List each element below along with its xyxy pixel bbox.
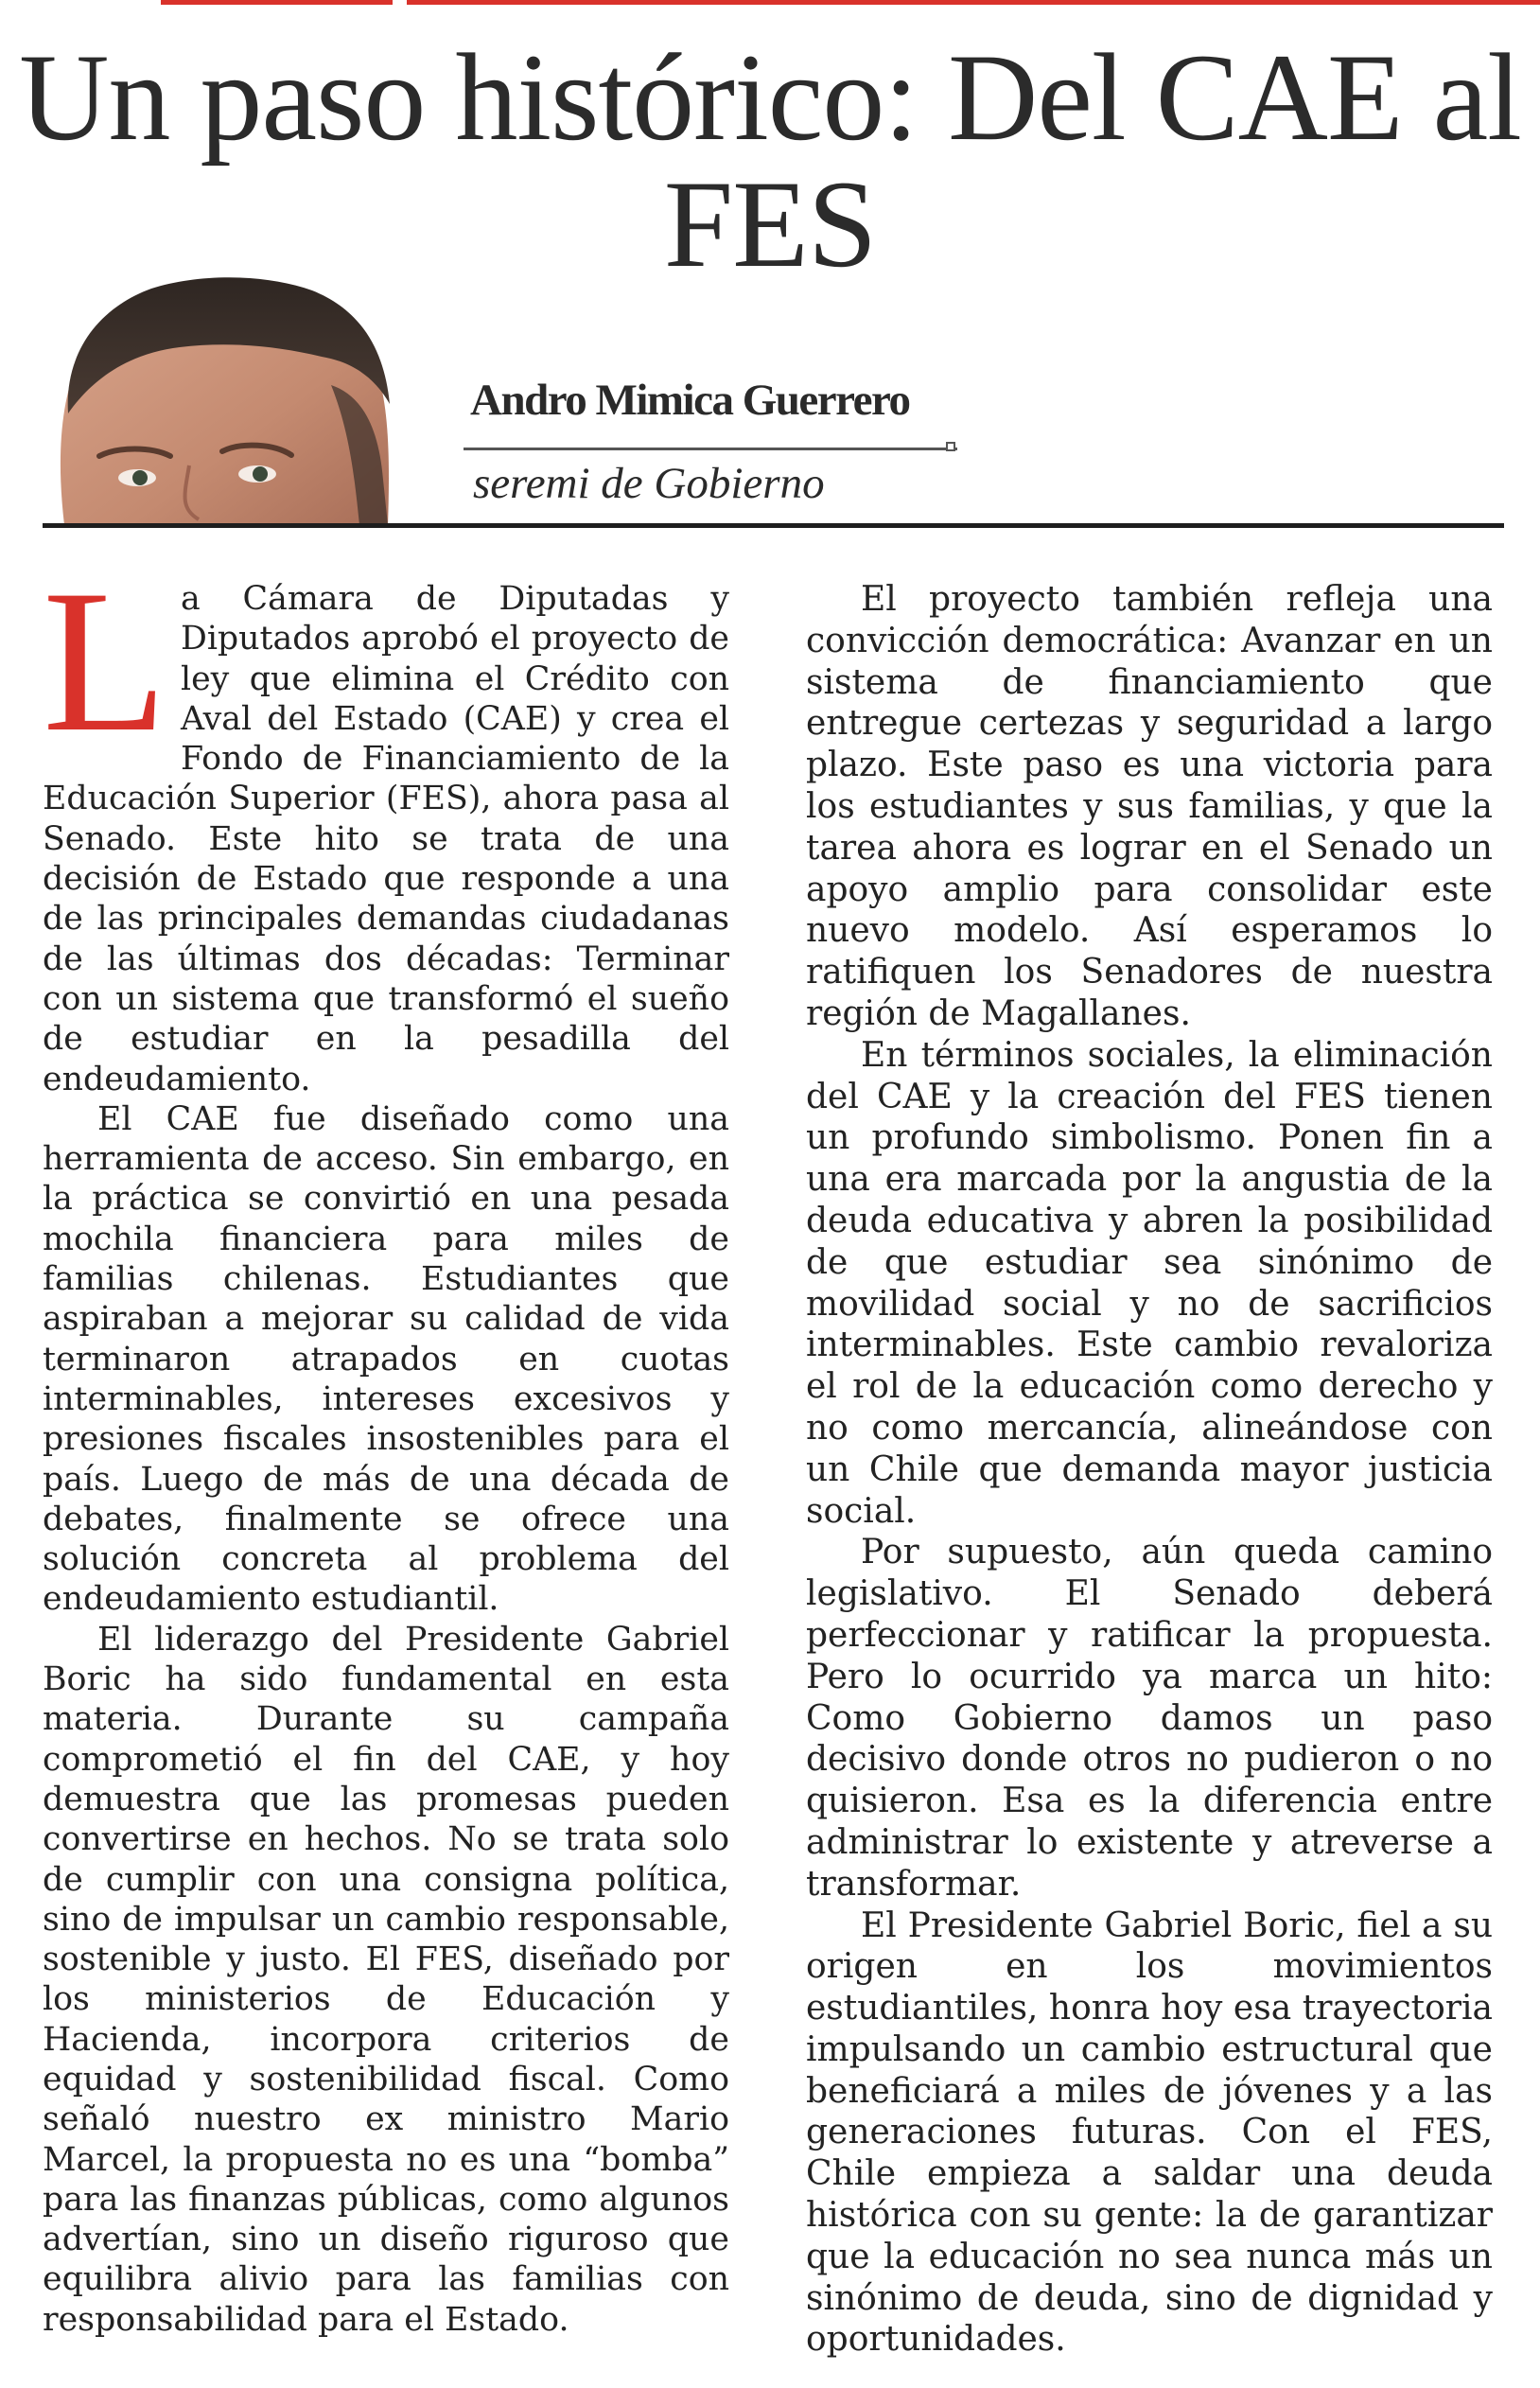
- article-column-right: [806, 579, 1493, 2361]
- author-photo: [47, 272, 393, 525]
- article-column-left: [43, 548, 729, 2340]
- paragraph-3: El liderazgo del Presidente Gabriel Boric ha sido fundamental en esta materia. Durante su campaña comprometió el fin del CAE, y hoy demuestra que las promesas pueden convertirse en hechos. No se trata solo de cumplir con una consigna política, sino de impulsar un cambio responsable, sostenible y justo. El FES, diseñado por los ministerios de Educación y Hacienda, incorpora criterios de equidad y sostenibilidad fiscal. Como señaló nuestro ex ministro Mario Marcel, la propuesta no es una “bomba” para las finanzas públicas, como algunos advertían, sino un diseño riguroso que equilibra alivio para las familias con responsabilidad para el Estado.: [43, 1620, 729, 2339]
- author-portrait-image: [47, 272, 393, 525]
- paragraph-6: Por supuesto, aún queda camino legislativo. El Senado deberá perfeccionar y ratificar la propuesta. Pero lo ocurrido ya marca un hito: Como Gobierno damos un paso decisivo donde otros no pudieron o no quisieron. Esa es la diferencia entre administrar lo existente y atreverse a transformar.: [806, 1533, 1493, 1904]
- top-accent-bar-gap: [393, 0, 407, 6]
- headline: Un paso histórico: Del CAE al FES: [19, 27, 1521, 293]
- paragraph-1-text: a Cámara de Diputadas y Diputados aprobó el proyecto de ley que elimina el Crédito con Aval del Estado (CAE) y crea el Fondo de Financiamiento de la Educación Superior (FES), ahora pasa al Senado. Este hito se trata de una decisión de Estado que responde a una de las principales demandas ciudadanas de las últimas dos décadas: Terminar con un sistema que transformó el sueño de estudiar en la pesadilla del endeudamiento.: [43, 580, 729, 1098]
- paragraph-5: En términos sociales, la eliminación del CAE y la creación del FES tienen un profundo simbolismo. Ponen fin a una era marcada por la angustia de la deuda educativa y abren la posibilidad de que estudiar sea sinónimo de movilidad social y no de sacrificios interminables. Este cambio revaloriza el rol de la educación como derecho y no como mercancía, alineándose con un Chile que demanda mayor justicia social.: [806, 1035, 1493, 1531]
- paragraph-7: El Presidente Gabriel Boric, fiel a su origen en los movimientos estudiantiles, honra hoy esa trayectoria impulsando un cambio estructural que beneficiará a miles de jóvenes y a las generaciones futuras. Con el FES, Chile empieza a saldar una deuda histórica con su gente: la de garantizar que la educación no sea nunca más un sinónimo de deuda, sino de dignidad y oportunidades.: [806, 1905, 1493, 2360]
- author-divider-end: [946, 442, 955, 451]
- header-divider: [43, 523, 1504, 528]
- paragraph-2: El CAE fue diseñado como una herramienta de acceso. Sin embargo, en la práctica se convirtió en una pesada mochila financiera para miles de familias chilenas. Estudiantes que aspiraban a mejorar su calidad de vida terminaron atrapados en cuotas interminables, intereses excesivos y presiones fiscales insostenibles para el país. Luego de más de una década de debates, finalmente se ofrece una solución concreta al problema del endeudamiento estudiantil.: [43, 1099, 729, 1619]
- author-name: Andro Mimica Guerrero: [470, 376, 910, 425]
- paragraph-1: [43, 548, 729, 1099]
- author-role: seremi de Gobierno: [473, 459, 825, 508]
- top-accent-bar: [161, 0, 1540, 5]
- drop-cap: L: [43, 548, 167, 774]
- paragraph-4: El proyecto también refleja una convicción democrática: Avanzar en un sistema de financiamiento que entregue certezas y seguridad a largo plazo. Este paso es una victoria para los estudiantes y sus familias, y que la tarea ahora es lograr en el Senado un apoyo amplio para consolidar este nuevo modelo. Así esperamos lo ratifiquen los Senadores de nuestra región de Magallanes.: [806, 580, 1493, 1033]
- author-divider: [464, 448, 957, 450]
